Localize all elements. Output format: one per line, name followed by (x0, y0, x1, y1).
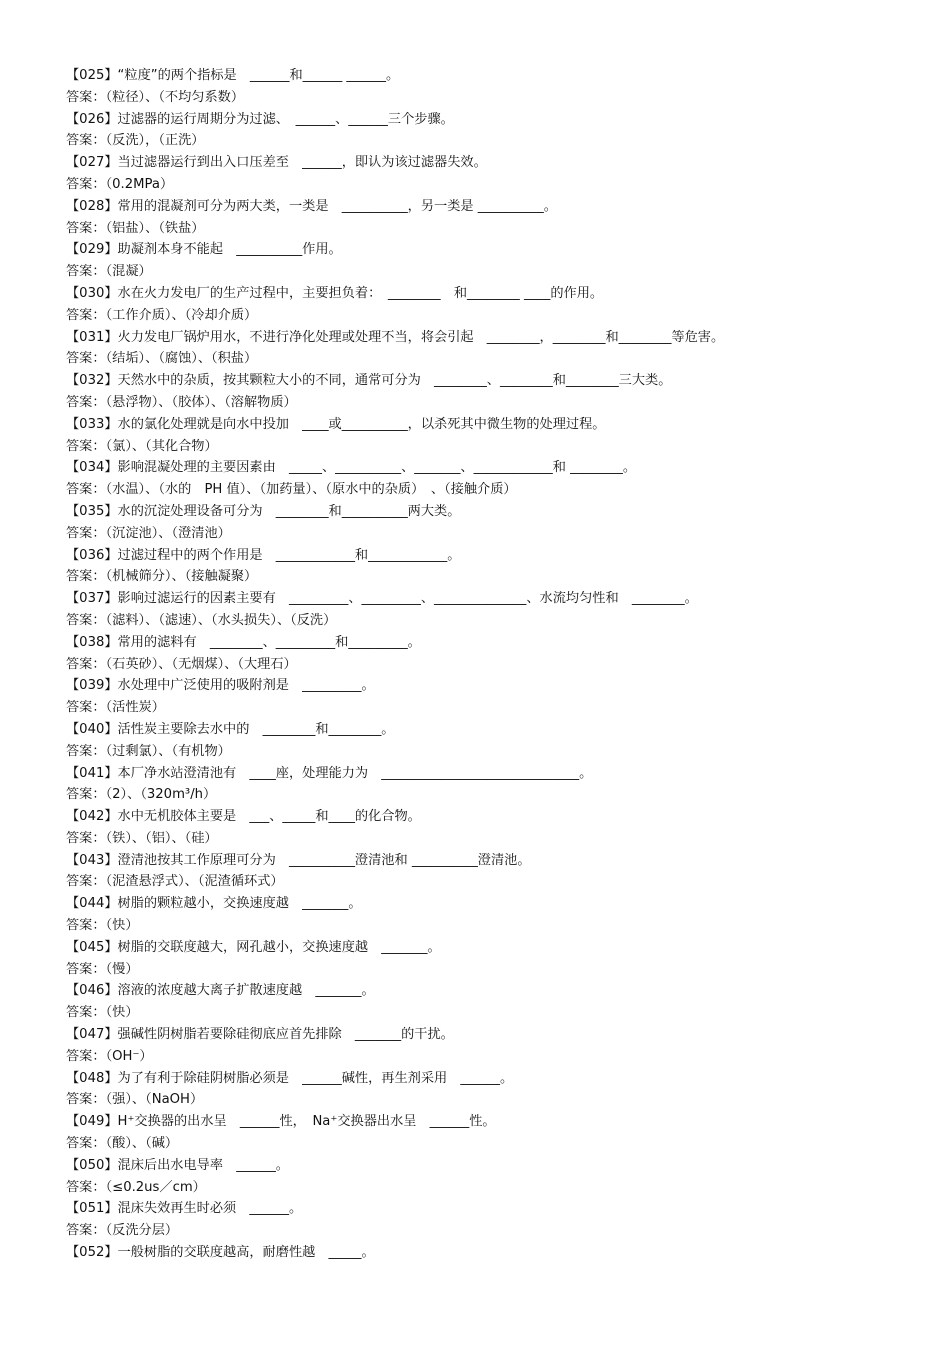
question-048: 【048】为了有利于除硅阴树脂必须是 ______碱性，再生剂采用 ______。 (66, 1070, 514, 1086)
answer-038: 答案：（石英砂）、（无烟煤）、（大理石） (66, 656, 297, 672)
answer-051: 答案：（反洗分层） (66, 1223, 179, 1239)
answer-033: 答案：（氯）、（其化合物） (66, 438, 218, 454)
question-049: 【049】H⁺交换器的出水呈 ______性， Na⁺交换器出水呈 ______性。 (66, 1114, 496, 1130)
answer-027: 答案：（0.2MPa） (66, 176, 174, 192)
question-036: 【036】过滤过程中的两个作用是 ____________和____________。 (66, 547, 461, 563)
question-041: 【041】本厂净水站澄清池有 ____座，处理能力为 ______________________________。 (66, 765, 593, 781)
answer-031: 答案：（结垢）、（腐蚀）、（积盐） (66, 351, 258, 367)
question-027: 【027】当过滤器运行到出入口压差至 ______，即认为该过滤器失效。 (66, 155, 487, 171)
question-033: 【033】水的氯化处理就是向水中投加 ____或__________，以杀死其中微生物的处理过程。 (66, 416, 606, 432)
answer-042: 答案：（铁）、（铝）、（硅） (66, 830, 218, 846)
answer-043: 答案：（泥渣悬浮式）、（泥渣循环式） (66, 874, 284, 890)
question-038: 【038】常用的滤料有 ________、_________和_________。 (66, 634, 421, 650)
answer-037: 答案：（滤料）、（滤速）、（水头损失）、（反洗） (66, 612, 337, 628)
answer-041: 答案：（2）、（320m³/h） (66, 787, 217, 803)
question-045: 【045】树脂的交联度越大，网孔越小，交换速度越 _______。 (66, 939, 441, 955)
question-029: 【029】助凝剂本身不能起 __________作用。 (66, 242, 342, 258)
question-035: 【035】水的沉淀处理设备可分为 ________和__________两大类。 (66, 503, 461, 519)
question-031: 【031】火力发电厂锅炉用水，不进行净化处理或处理不当，将会引起 ________，________和________等危害。 (66, 329, 725, 345)
answer-044: 答案：（快） (66, 918, 139, 934)
answer-040: 答案：（过剩氯）、（有机物） (66, 743, 231, 759)
answer-047: 答案：（OH⁻） (66, 1048, 153, 1064)
answer-025: 答案：（粒径）、（不均匀系数） (66, 89, 245, 105)
question-032: 【032】天然水中的杂质，按其颗粒大小的不同，通常可分为 ________、________和________三大类。 (66, 373, 672, 389)
question-044: 【044】树脂的颗粒越小，交换速度越 _______。 (66, 896, 362, 912)
question-043: 【043】澄清池按其工作原理可分为 __________澄清池和 __________澄清池。 (66, 852, 531, 868)
answer-046: 答案：（快） (66, 1005, 139, 1021)
answer-028: 答案：（铝盐）、（铁盐） (66, 220, 205, 236)
answer-049: 答案：（酸）、（碱） (66, 1136, 179, 1152)
question-050: 【050】混床后出水电导率 ______。 (66, 1157, 289, 1173)
answer-030: 答案：（工作介质）、（冷却介质） (66, 307, 258, 323)
question-052: 【052】一般树脂的交联度越高，耐磨性越 _____。 (66, 1245, 375, 1261)
question-028: 【028】常用的混凝剂可分为两大类，一类是 __________，另一类是 __________。 (66, 198, 557, 214)
answer-039: 答案：（活性炭） (66, 700, 165, 716)
question-034: 【034】影响混凝处理的主要因素由 _____、__________、_______、____________和 ________。 (66, 460, 637, 476)
answer-029: 答案：（混凝） (66, 264, 152, 280)
question-039: 【039】水处理中广泛使用的吸附剂是 _________。 (66, 678, 375, 694)
question-026: 【026】过滤器的运行周期分为过滤、 ______、______三个步骤。 (66, 111, 454, 127)
answer-035: 答案：（沉淀池）、（澄清池） (66, 525, 231, 541)
answer-050: 答案：（≤0.2us／cm） (66, 1179, 206, 1195)
answer-048: 答案：（强）、（NaOH） (66, 1092, 204, 1108)
question-030: 【030】水在火力发电厂的生产过程中，主要担负着： ________ 和________ ____的作用。 (66, 285, 604, 301)
document-page (66, 65, 896, 1264)
answer-036: 答案：（机械筛分）、（接触凝聚） (66, 569, 258, 585)
question-046: 【046】溶液的浓度越大离子扩散速度越 _______。 (66, 983, 375, 999)
question-040: 【040】活性炭主要除去水中的 ________和________。 (66, 721, 395, 737)
answer-034: 答案：（水温）、（水的 PH 值）、（加药量）、（原水中的杂质） 、（接触介质） (66, 482, 517, 498)
question-051: 【051】混床失效再生时必须 ______。 (66, 1201, 303, 1217)
answer-026: 答案：（反洗），（正洗） (66, 133, 205, 149)
answer-045: 答案：（慢） (66, 961, 139, 977)
answer-032: 答案：（悬浮物）、（胶体）、（溶解物质） (66, 394, 297, 410)
question-025: 【025】“粒度”的两个指标是 ______和______ ______。 (66, 68, 400, 83)
question-042: 【042】水中无机胶体主要是 ___、_____和____的化合物。 (66, 809, 421, 825)
question-037: 【037】影响过滤运行的因素主要有 _________、_________、______________、水流均匀性和 ________。 (66, 591, 698, 607)
question-047: 【047】强碱性阴树脂若要除硅彻底应首先排除 _______的干扰。 (66, 1027, 454, 1043)
